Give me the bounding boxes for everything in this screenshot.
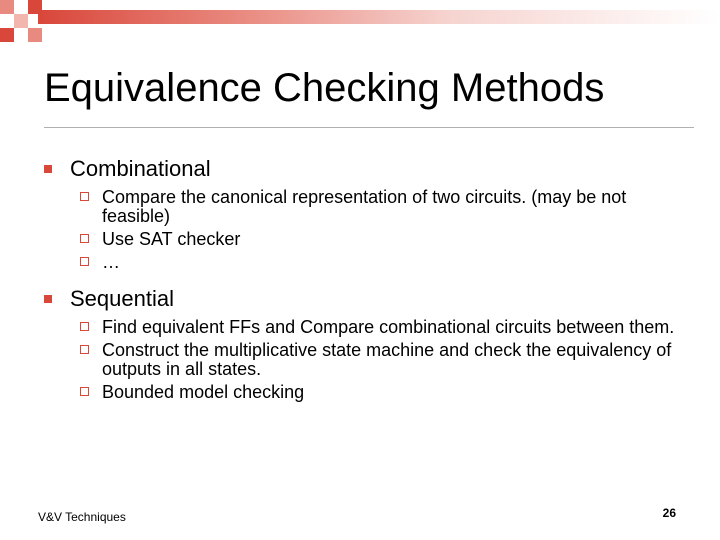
sub-bullet-text: Construct the multiplicative state machine and check the equivalency of outputs in all states.: [102, 340, 672, 379]
sub-bullet-item: [44, 253, 684, 272]
square-bullet-icon: [44, 165, 52, 173]
header-bar: [38, 10, 720, 24]
sub-bullet-item: [44, 341, 684, 379]
checkbox-bullet-icon: [80, 192, 89, 201]
sub-bullet-text: Bounded model checking: [102, 382, 305, 402]
bullet-list: [44, 156, 684, 416]
bullet-group-sequential: [44, 286, 684, 402]
bullet-text: Sequential: [70, 286, 174, 311]
checkbox-bullet-icon: [80, 322, 89, 331]
square-bullet-icon: [44, 295, 52, 303]
checkbox-bullet-icon: [80, 345, 89, 354]
checkbox-bullet-icon: [80, 234, 89, 243]
sub-bullet-text: Find equivalent FFs and Compare combinational circuits between them.: [102, 317, 675, 337]
sub-bullet-item: [44, 230, 684, 249]
sub-bullet-text: …: [102, 252, 120, 272]
sub-bullet-item: [44, 318, 684, 337]
bullet-item: [44, 286, 684, 312]
sub-bullet-item: [44, 188, 684, 226]
sub-bullet-item: [44, 383, 684, 402]
bullet-group-combinational: [44, 156, 684, 272]
checkbox-bullet-icon: [80, 257, 89, 266]
footer-text: V&V Techniques: [38, 510, 126, 524]
sub-bullet-text: Use SAT checker: [102, 229, 241, 249]
bullet-text: Combinational: [70, 156, 211, 181]
bullet-item: [44, 156, 684, 182]
checkbox-bullet-icon: [80, 387, 89, 396]
slide-title: Equivalence Checking Methods: [44, 66, 605, 110]
sub-bullet-text: Compare the canonical representation of two circuits. (may be not feasible): [102, 187, 627, 226]
page-number: 26: [662, 506, 676, 520]
title-divider: [44, 127, 694, 128]
